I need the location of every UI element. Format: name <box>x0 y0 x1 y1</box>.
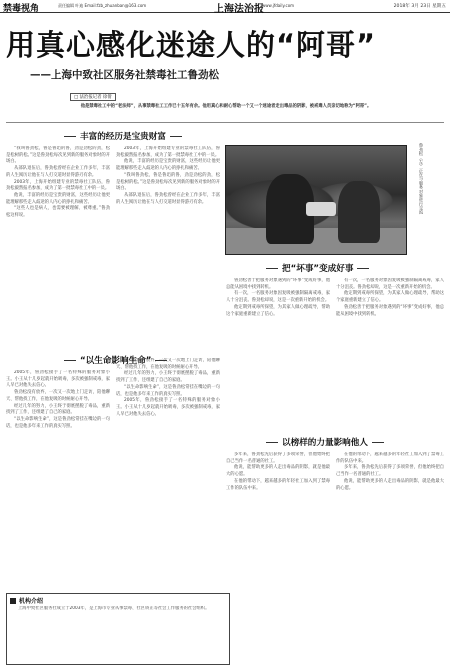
section3-heading: 把“坏事”变成好事 <box>262 262 373 274</box>
article-lead: 他是禁毒社工中的“老法师”，从事禁毒社工工作已十五年有余。他用真心和耐心帮助一个又一个迷途者走出毒品的阴影，被戒毒人员亲切地称为“阿哥”。 <box>80 104 372 109</box>
article-headline: 用真心感化迷途人的“阿哥” <box>6 28 377 62</box>
section1-heading: 丰富的经历是宝贵财富 <box>60 130 186 142</box>
column-1: “我叫鲁劲松，鲁是鲁迅的鲁，劲是劲松的劲，松是松树的松。”这是鲁劲松每次见到新的服务对象时的开场白。 从部队退伍后，鲁劲松曾经在企业工作多年，丰富的人生阅历让他在与人打交道时显得游刃有余。 2003年，上海开始组建专业的禁毒社工队伍，鲁劲松毅然报名参加，成为了第一批禁毒社工中的一员。 他说，丰富的经历是宝贵的财富，这些经历让他更能理解那些走入歧途的人内心的挣扎和痛苦。 “这些人也是病人，也需要被理解、被尊重。”鲁劲松这样说。 <box>6 146 110 219</box>
column-4: 鲁劲松没有放弃，一次又一次地上门走访，陪他聊天、帮他找工作，在他复吸的时候耐心开导。 经过几年的努力，小王终于彻底摆脱了毒品，重新找到了工作，还组建了自己的家庭。 “以生命影响生命”，这是鲁劲松常挂在嘴边的一句话，也是他多年来工作的真实写照。 2005年，鲁劲松接手了一名特殊的服务对象小王。小王从十几岁起就开始吸毒，多次被强制戒毒，家人早已对他失去信心。 <box>116 358 220 417</box>
section2-heading: “以生命影响生命” <box>60 354 171 366</box>
square-icon <box>10 598 16 604</box>
section4-heading: 以榜样的力量影响他人 <box>262 436 388 448</box>
box-text: 上海中致社区服务社成立于2003年，是上海市专业从事禁毒、社区矫正等社会工作服务的社会组织。 <box>18 606 210 611</box>
article-subheadline: ——上海中致社区服务社禁毒社工鲁劲松 <box>30 69 219 81</box>
divider <box>6 122 444 123</box>
column-3: 2005年，鲁劲松接手了一名特殊的服务对象小王。小王从十几岁起就开始吸毒，多次被强制戒毒，家人早已对他失去信心。 鲁劲松没有放弃，一次又一次地上门走访，陪他聊天、帮他找工作，在他复吸的时候耐心开导。 经过几年的努力，小王终于彻底摆脱了毒品，重新找到了工作，还组建了自己的家庭。 “以生命影响生命”，这是鲁劲松常挂在嘴边的一句话，也是他多年来工作的真实写照。 <box>6 370 110 429</box>
photo-caption: 鲁劲松（左）正在与服务对象进行交流 <box>419 143 424 215</box>
box-title: 机构介绍 <box>10 596 43 605</box>
column-8: 在他的带动下，越来越多的年轻社工加入到了禁毒工作的队伍中来。 多年来，鲁劲松先后获得了多项荣誉，但他始终把自己当作一名普通的社工。 他说，能帮助更多的人走出毒品的阴影，就是他最大的心愿。 <box>336 452 444 491</box>
column-5: 鲁劲松善于把服务对象遇到的“坏事”变成好事，他总能从困境中找到转机。 有一次，一名服务对象因复吸被强制隔离戒毒，家人十分沮丧。鲁劲松却说，这是一次重新开始的机会。 他定期到戒毒所探望，为其家人做心理疏导，帮助这个家庭重新建立了信心。 <box>226 278 330 317</box>
organization-box <box>6 593 230 665</box>
issue-date: 2018年 3月 23日 星期五 <box>393 4 446 9</box>
article-photo <box>225 145 407 255</box>
column-6: 有一次，一名服务对象因复吸被强制隔离戒毒，家人十分沮丧。鲁劲松却说，这是一次重新开始的机会。 他定期到戒毒所探望，为其家人做心理疏导，帮助这个家庭重新建立了信心。 鲁劲松善于把服务对象遇到的“坏事”变成好事，他总能从困境中找到转机。 <box>336 278 444 317</box>
newspaper-url: www.jfdaily.com <box>262 3 295 8</box>
newspaper-name: 上海法治报 <box>214 4 264 15</box>
page-header <box>0 0 450 13</box>
article-byline: □ 法治报记者 徐倩 <box>70 93 116 101</box>
column-7: 多年来，鲁劲松先后获得了多项荣誉，但他始终把自己当作一名普通的社工。 他说，能帮助更多的人走出毒品的阴影，就是他最大的心愿。 在他的带动下，越来越多的年轻社工加入到了禁毒工作的队伍中来。 <box>226 452 330 491</box>
section-title: 禁毒视角 <box>3 4 40 14</box>
column-2: 2003年，上海开始组建专业的禁毒社工队伍，鲁劲松毅然报名参加，成为了第一批禁毒社工中的一员。 他说，丰富的经历是宝贵的财富，这些经历让他更能理解那些走入歧途的人内心的挣扎和痛苦。 “我叫鲁劲松，鲁是鲁迅的鲁，劲是劲松的劲，松是松树的松。”这是鲁劲松每次见到新的服务对象时的开场白。 从部队退伍后，鲁劲松曾经在企业工作多年，丰富的人生阅历让他在与人打交道时显得游刃有余。 <box>116 146 220 205</box>
editor-contact: 责任编辑 叶迪 Email:fzb_zhuanban@163.com <box>58 3 147 8</box>
